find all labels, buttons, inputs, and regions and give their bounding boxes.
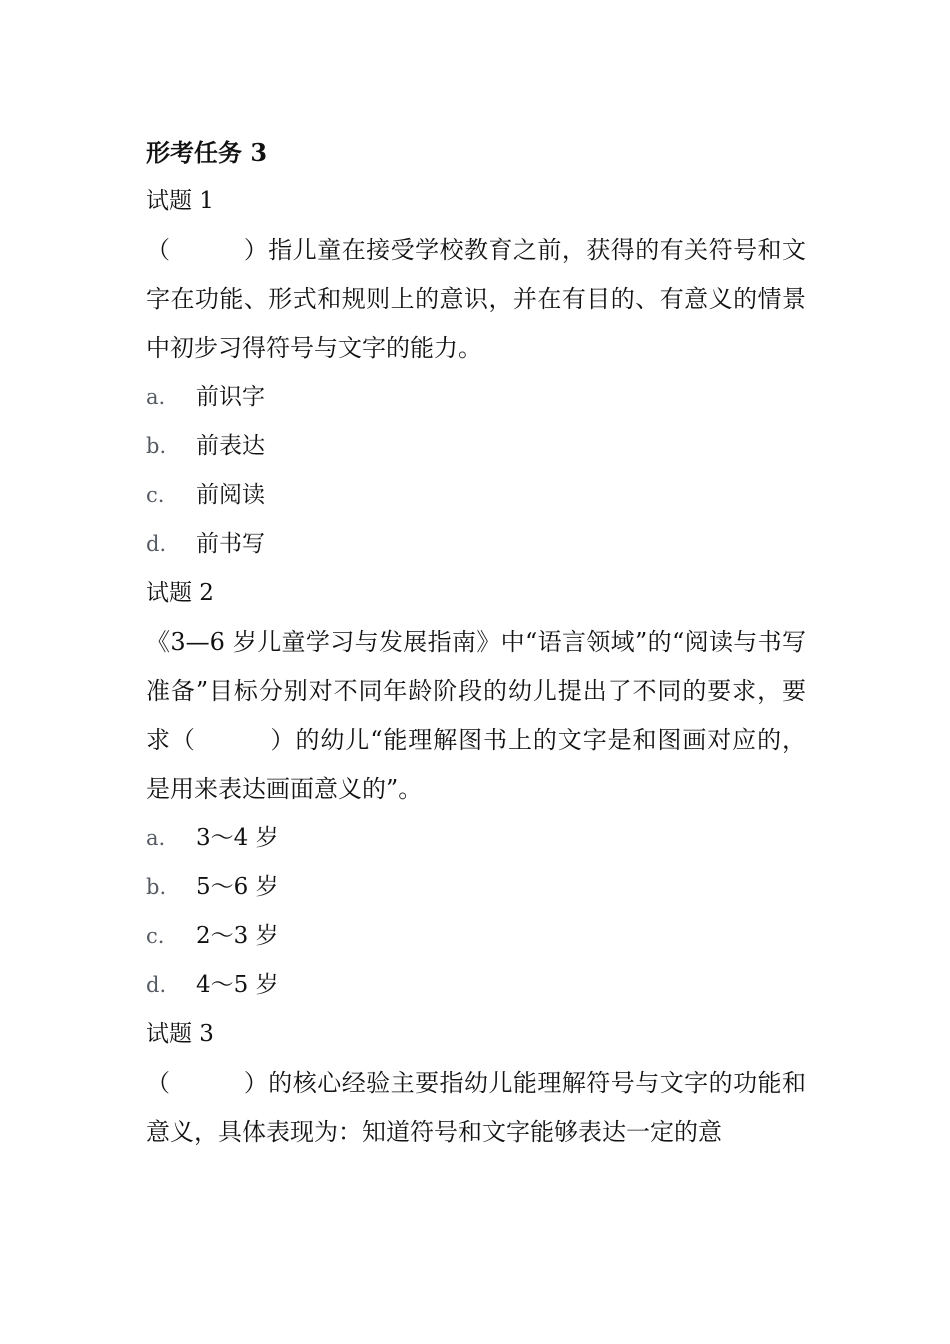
- question-label: 试题 1: [146, 188, 214, 214]
- option-b[interactable]: [146, 422, 806, 471]
- question-text: 《3—6 岁儿童学习与发展指南》中“语言领域”的“阅读与书写准备”目标分别对不同年龄阶段的幼儿提出了不同的要求，要求（ ）的幼儿“能理解图书上的文字是和图画对应的，是用来表达画面意义的”。: [146, 628, 806, 803]
- option-c[interactable]: [146, 471, 806, 520]
- question-3: [146, 1010, 806, 1157]
- option-d[interactable]: [146, 520, 806, 569]
- option-letter: d.: [146, 973, 167, 997]
- option-a[interactable]: [146, 814, 806, 863]
- option-b[interactable]: [146, 863, 806, 912]
- option-letter: b.: [146, 875, 167, 899]
- question-2: [146, 569, 806, 1010]
- option-a[interactable]: [146, 373, 806, 422]
- question-label: 试题 3: [146, 1021, 214, 1047]
- option-text: 4～5 岁: [196, 972, 279, 998]
- document-page: [146, 128, 806, 1157]
- option-text: 前书写: [196, 531, 265, 557]
- option-d[interactable]: [146, 961, 806, 1010]
- option-text: 前识字: [196, 384, 265, 410]
- option-text: 5～6 岁: [196, 874, 279, 900]
- question-label: 试题 2: [146, 580, 214, 606]
- option-letter: a.: [146, 826, 166, 850]
- question-text: （ ）的核心经验主要指幼儿能理解符号与文字的功能和意义，具体表现为：知道符号和文字能够表达一定的意: [146, 1069, 806, 1146]
- option-letter: d.: [146, 532, 167, 556]
- option-letter: b.: [146, 434, 167, 458]
- question-text: （ ）指儿童在接受学校教育之前，获得的有关符号和文字在功能、形式和规则上的意识，并在有目的、有意义的情景中初步习得符号与文字的能力。: [146, 236, 806, 362]
- option-letter: c.: [146, 483, 165, 507]
- option-text: 前表达: [196, 433, 265, 459]
- option-letter: c.: [146, 924, 165, 948]
- option-text: 2～3 岁: [196, 923, 279, 949]
- question-1: [146, 177, 806, 569]
- page-title: 形考任务 3: [146, 138, 268, 167]
- option-text: 3～4 岁: [196, 825, 279, 851]
- option-text: 前阅读: [196, 482, 265, 508]
- option-letter: a.: [146, 385, 166, 409]
- option-c[interactable]: [146, 912, 806, 961]
